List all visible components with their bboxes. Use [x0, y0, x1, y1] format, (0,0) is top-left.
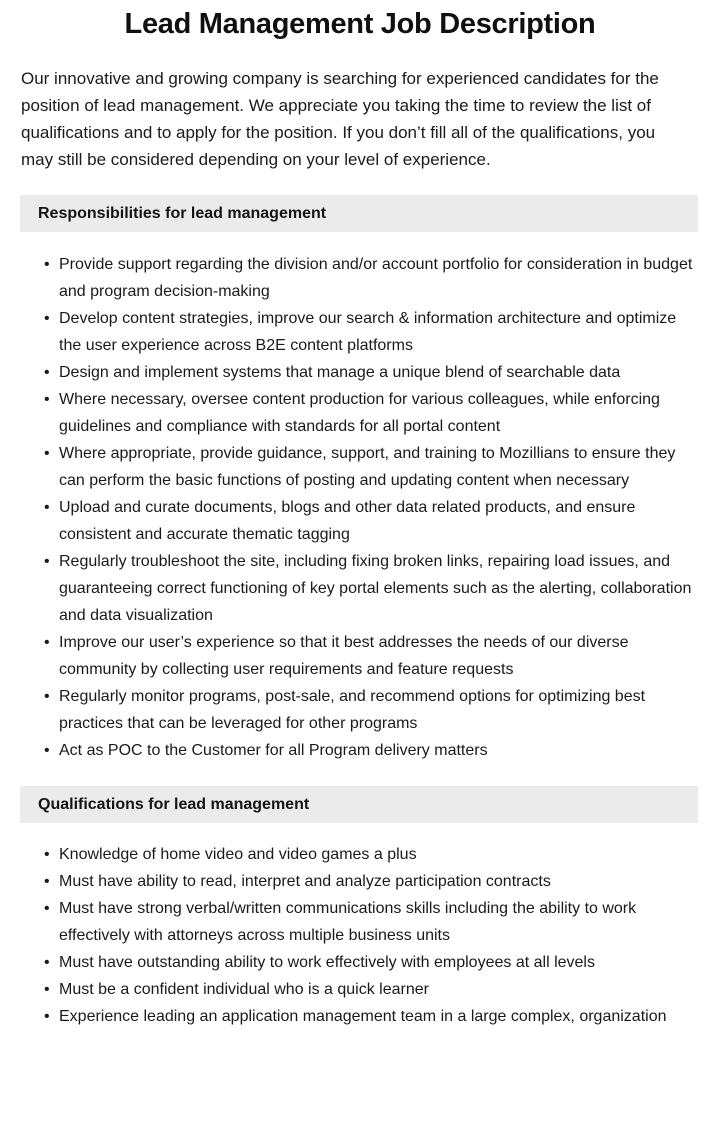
section-heading-label: Qualifications for lead management: [38, 795, 310, 813]
list-item-text: Must have ability to read, interpret and analyze participation contracts: [59, 873, 551, 890]
responsibility-item: [44, 683, 698, 737]
bullet-icon: •: [44, 688, 50, 705]
intro-paragraph: Our innovative and growing company is searching for experienced candidates for the position of lead management. We appreciate you taking the time to review the list of qualifications and to apply for the position. If you don’t fill all of the qualifications, you may still be considered depending on your level of experience.: [21, 69, 659, 169]
list-item-text: Regularly monitor programs, post-sale, and recommend options for optimizing best practices that can be leveraged for other programs: [59, 688, 646, 732]
responsibility-item: [44, 548, 698, 629]
bottom-spacer: [0, 1030, 720, 1056]
list-item-text: Where appropriate, provide guidance, support, and training to Mozillians to ensure they can perform the basic functions of posting and updating content when necessary: [59, 445, 676, 489]
list-item-text: Act as POC to the Customer for all Program delivery matters: [59, 742, 488, 759]
responsibility-item: [44, 737, 698, 764]
list-item-text: Design and implement systems that manage a unique blend of searchable data: [59, 364, 621, 381]
qualification-item: [44, 895, 698, 949]
section-header-responsibilities: [20, 195, 698, 232]
bullet-icon: •: [44, 846, 50, 863]
bullet-icon: •: [44, 873, 50, 890]
responsibility-item: [44, 251, 698, 305]
list-item-text: Regularly troubleshoot the site, including fixing broken links, repairing load issues, and guaranteeing correct functioning of key portal elements such as the alerting, collaboration and data visualization: [59, 553, 692, 624]
list-item-text: Must be a confident individual who is a quick learner: [59, 981, 429, 998]
section-heading-label: Responsibilities for lead management: [38, 204, 327, 222]
responsibility-item: [44, 359, 698, 386]
qualification-item: [44, 976, 698, 1003]
list-item-text: Upload and curate documents, blogs and other data related products, and ensure consistent and accurate thematic tagging: [59, 499, 636, 543]
section-qualifications: [0, 786, 720, 1030]
bullet-icon: •: [44, 445, 50, 462]
bullet-icon: •: [44, 954, 50, 971]
bullet-icon: •: [44, 742, 50, 759]
section-header-qualifications: [20, 786, 698, 823]
list-item-text: Provide support regarding the division and/or account portfolio for consideration in budget and program decision-making: [59, 256, 693, 300]
bullet-icon: •: [44, 553, 50, 570]
list-item-text: Must have strong verbal/written communications skills including the ability to work effectively with attorneys across multiple business units: [59, 900, 637, 944]
list-item-text: Knowledge of home video and video games a plus: [59, 846, 417, 863]
bullet-icon: •: [44, 981, 50, 998]
responsibility-item: [44, 494, 698, 548]
responsibility-item: [44, 629, 698, 683]
qualification-item: [44, 868, 698, 895]
qualification-item: [44, 949, 698, 976]
responsibilities-list: [0, 232, 720, 764]
list-item-text: Experience leading an application management team in a large complex, organization: [59, 1008, 667, 1025]
page-title: Lead Management Job Description: [124, 8, 596, 40]
responsibility-item: [44, 440, 698, 494]
section-responsibilities: [0, 195, 720, 764]
list-item-text: Where necessary, oversee content production for various colleagues, while enforcing guidelines and compliance with standards for all portal content: [59, 391, 660, 435]
bullet-icon: •: [44, 256, 50, 273]
responsibility-item: [44, 305, 698, 359]
bullet-icon: •: [44, 391, 50, 408]
bullet-icon: •: [44, 364, 50, 381]
list-item-text: Must have outstanding ability to work effectively with employees at all levels: [59, 954, 595, 971]
qualification-item: [44, 1003, 698, 1030]
bullet-icon: •: [44, 900, 50, 917]
bullet-icon: •: [44, 310, 50, 327]
list-item-text: Develop content strategies, improve our search & information architecture and optimize the user experience across B2E content platforms: [59, 310, 677, 354]
list-item-text: Improve our user’s experience so that it best addresses the needs of our diverse community by collecting user requirements and feature requests: [59, 634, 629, 678]
bullet-icon: •: [44, 634, 50, 651]
bullet-icon: •: [44, 499, 50, 516]
qualification-item: [44, 841, 698, 868]
responsibility-item: [44, 386, 698, 440]
qualifications-list: [0, 823, 720, 1030]
bullet-icon: •: [44, 1008, 50, 1025]
